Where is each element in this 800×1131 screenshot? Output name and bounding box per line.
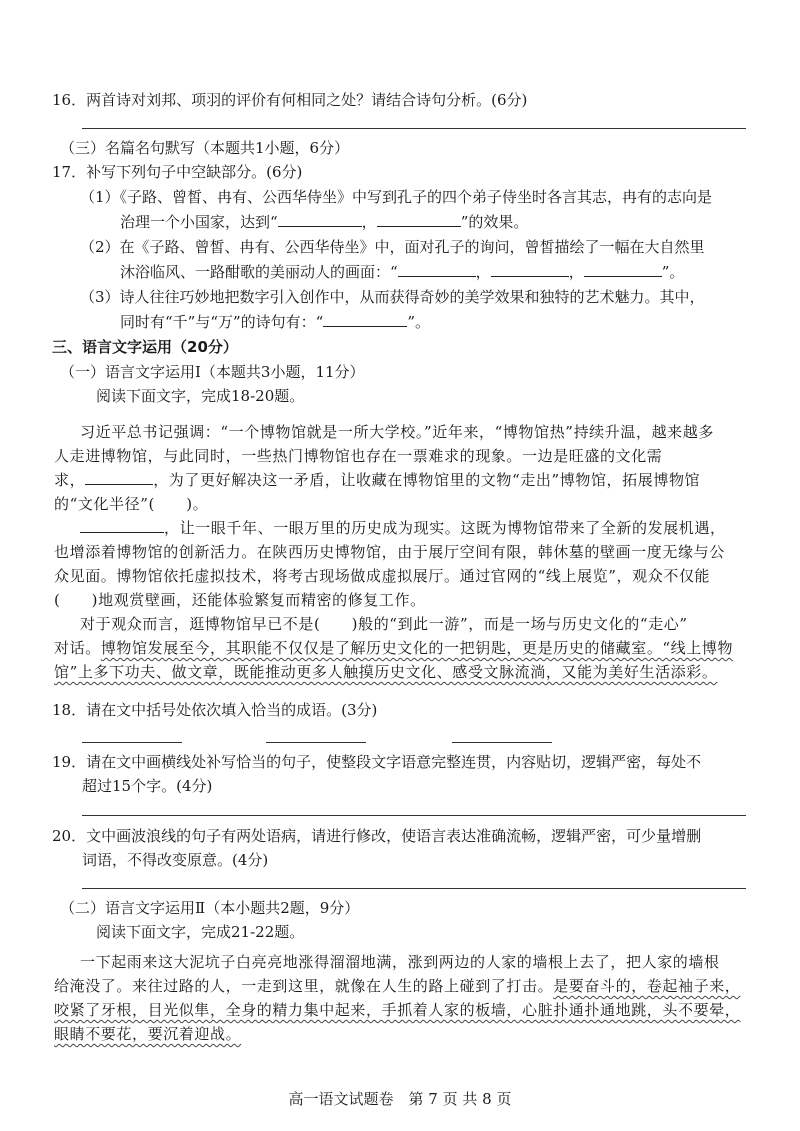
passage1-line7: 众见面。博物馆依托虚拟技术，将考古现场做成虚拟展厅。通过官网的“线上展览”，观众不仅能 — [54, 567, 711, 585]
passage1-line2: 人走进博物馆，与此同时，一些热门博物馆也存在一票难求的现象。一边是旺盛的文化需 — [54, 447, 663, 465]
blank-17-1a[interactable] — [278, 212, 362, 227]
passage1-line3-b: ，为了更好解决这一矛盾，让收藏在博物馆里的文物“走出”博物馆，拓展博物馆 — [153, 471, 701, 489]
passage-blank-1[interactable] — [85, 470, 153, 485]
answer-line-18c[interactable] — [452, 742, 552, 743]
part3-heading: （三）名篇名句默写（本题共1小题，6分） — [60, 139, 350, 157]
wavy-sentence-3: 是要奋斗的，卷起袖子来， — [553, 977, 741, 995]
q17-item3-line2 — [120, 312, 430, 332]
reading-instruction-2: 阅读下面文字，完成21-22题。 — [96, 923, 305, 941]
wavy-sentence-5: 眼睛不要花，要沉着迎战。 — [54, 1025, 242, 1043]
passage2-line1: 一下起雨来这大泥坑子白亮亮地涨得溜溜地满，涨到两边的人家的墙根上去了，把人家的墙根 — [80, 953, 720, 971]
passage1-line3 — [54, 468, 700, 492]
q17-item1-text-c: ”的效果。 — [460, 213, 529, 231]
wavy-sentence-1: 博物馆发展至今，其职能不仅仅是了解历史文化的一把钥匙，更是历史的储藏室。“线上博物 — [100, 639, 734, 657]
passage1-line10 — [54, 636, 733, 660]
question-19-line1: 19．请在文中画横线处补写恰当的句子，使整段文字语意完整连贯，内容贴切，逻辑严密，每处不 — [52, 753, 702, 771]
q17-item1-line2 — [120, 212, 528, 232]
wavy-sentence-2: 馆”上多下功夫、做文章，既能推动更多人触摸历史文化、感受文脉流淌，又能为美好生活添彩。 — [54, 663, 718, 681]
page-footer: 高一语文试题卷 第 7 页 共 8 页 — [288, 1090, 512, 1108]
q17-item2-text-b: ， — [475, 263, 491, 281]
blank-17-2b[interactable] — [491, 262, 569, 277]
q17-item1-text-b: ， — [361, 213, 377, 231]
passage1-line6: 也增添着博物馆的创新活力。在陕西历史博物馆，由于展厅空间有限，韩休墓的壁画一度无缘与公 — [54, 543, 725, 561]
q17-item1-line1: （1）《子路、曾皙、冉有、公西华侍坐》中写到孔子的四个弟子侍坐时各言其志，冉有的志向是 — [80, 188, 713, 206]
q17-item3-text-b: ”。 — [407, 313, 431, 331]
question-19-line2: 超过15个字。(4分) — [82, 777, 213, 795]
passage2-line2-a: 给淹没了。来往过路的人，一走到这里，就像在人生的路上碰到了打击。 — [54, 977, 554, 995]
passage1-line4: 的“文化半径”( )。 — [54, 495, 209, 513]
passage1-line5 — [80, 516, 726, 540]
blank-17-3[interactable] — [323, 312, 407, 327]
question-20-line2: 词语，不得改变原意。(4分) — [82, 851, 269, 869]
answer-line-20[interactable] — [82, 888, 746, 889]
question-16: 16．两首诗对刘邦、项羽的评价有何相同之处？请结合诗句分析。(6分) — [52, 91, 528, 109]
answer-line-18b[interactable] — [266, 742, 366, 743]
q17-item1-text-a: 治理一个小国家，达到“ — [120, 213, 278, 231]
passage1-line1: 习近平总书记强调：“一个博物馆就是一所大学校。”近年来，“博物馆热”持续升温，越来越多 — [80, 423, 714, 441]
question-20-line1: 20．文中画波浪线的句子有两处语病，请进行修改，使语言表达准确流畅，逻辑严密，可少量增删 — [52, 827, 702, 845]
blank-17-1b[interactable] — [377, 212, 461, 227]
passage2-line3 — [54, 998, 740, 1022]
q17-item3-line1: （3）诗人往往巧妙地把数字引入创作中，从而获得奇妙的美学效果和独特的艺术魅力。其中， — [80, 288, 705, 306]
q17-item2-text-a: 沐浴临风、一路酣歌的美丽动人的画面：“ — [120, 263, 398, 281]
passage1-line11 — [54, 660, 717, 684]
reading-instruction-1: 阅读下面文字，完成18-20题。 — [96, 387, 305, 405]
passage1-line3-a: 求， — [54, 471, 86, 489]
q17-item2-text-c: ， — [568, 263, 584, 281]
blank-17-2a[interactable] — [398, 262, 476, 277]
q17-item2-line2 — [120, 262, 684, 282]
subsection2-heading: （二）语言文字运用Ⅱ（本小题共2题，9分） — [60, 899, 360, 917]
passage2-line4 — [54, 1022, 241, 1046]
answer-line-18a[interactable] — [82, 742, 182, 743]
wavy-sentence-4: 咬紧了牙根，目光似隼，全身的精力集中起来，手抓着人家的板墙，心脏扑通扑通地跳，头不要晕， — [54, 1001, 741, 1019]
section3-heading: 三、语言文字运用（20分） — [52, 338, 238, 356]
passage1-line10-a: 对话。 — [54, 639, 101, 657]
passage-blank-2[interactable] — [80, 518, 164, 533]
passage2-line2 — [54, 974, 740, 998]
q17-item2-text-d: ”。 — [661, 263, 685, 281]
q17-item2-line1: （2）在《子路、曾皙、冉有、公西华侍坐》中，面对孔子的询问，曾皙描绘了一幅在大自然里 — [80, 238, 705, 256]
blank-17-2c[interactable] — [584, 262, 662, 277]
answer-line-16[interactable] — [82, 128, 746, 129]
question-18: 18．请在文中括号处依次填入恰当的成语。(3分) — [52, 701, 378, 719]
answer-line-19[interactable] — [82, 815, 746, 816]
passage1-line5-b: ，让一眼千年、一眼万里的历史成为现实。这既为博物馆带来了全新的发展机遇， — [164, 519, 726, 537]
question-17-stem: 17．补写下列句子中空缺部分。(6分) — [52, 163, 303, 181]
passage1-line9: 对于观众而言，逛博物馆早已不是( )般的“到此一游”，而是一场与历史文化的“走心” — [80, 615, 688, 633]
passage1-line8: ( )地观赏壁画，还能体验繁复而精密的修复工作。 — [54, 591, 426, 609]
subsection1-heading: （一）语言文字运用Ⅰ（本题共3小题，11分） — [60, 363, 365, 381]
q17-item3-text-a: 同时有“千”与“万”的诗句有：“ — [120, 313, 324, 331]
